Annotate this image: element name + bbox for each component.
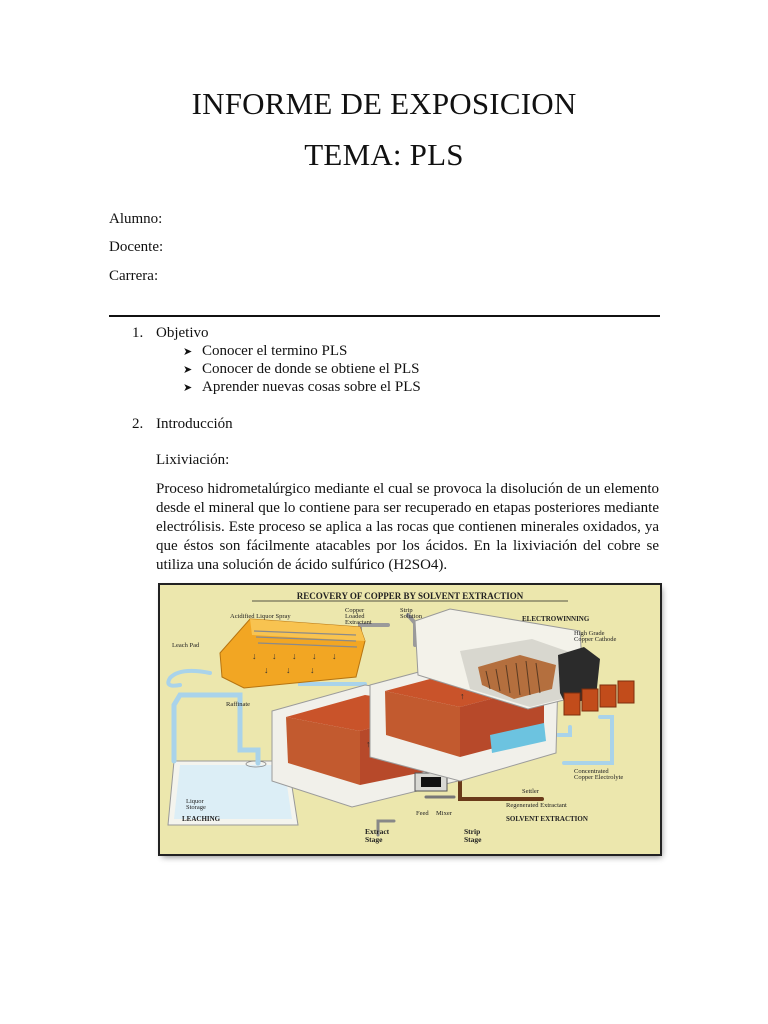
label-regenerated: Regenerated Extractant — [506, 802, 567, 809]
svg-text:↓: ↓ — [332, 651, 337, 661]
svg-text:↓: ↓ — [252, 651, 257, 661]
field-alumno: Alumno: — [109, 211, 163, 227]
label-high-grade: High Grade — [574, 630, 605, 637]
label-electrowinning: ELECTROWINNING — [522, 615, 590, 623]
process-diagram — [160, 585, 660, 854]
svg-text:↓: ↓ — [264, 665, 269, 675]
label-copper-loaded: Loaded — [345, 613, 365, 620]
bullet-text: Aprender nuevas cosas sobre el PLS — [202, 379, 421, 395]
label-leaching: LEACHING — [182, 815, 221, 823]
label-feed: Feed — [416, 810, 429, 817]
figure-copper-solvent-extraction — [160, 585, 660, 854]
field-docente: Docente: — [109, 239, 164, 255]
paragraph-lixiviacion: Proceso hidrometalúrgico mediante el cual se provoca la disolución de un elemento desde el mineral que lo contiene para ser recuperado en etapas posteriores mediante electrólisis. Este proceso se aplica a las rocas que contienen minerales oxidados, ya que éstos son fácilmente atacables por los ácidos. En la lixiviación del cobre se utiliza una solución de ácido sulfúrico (H2SO4). — [156, 481, 659, 573]
label-liquor-storage: Storage — [186, 804, 206, 811]
svg-text:↑: ↑ — [460, 691, 465, 701]
bullet-item — [183, 379, 421, 396]
bullet-item — [183, 343, 347, 360]
section-title-introduccion: Introducción — [156, 416, 233, 432]
label-leach-pad: Leach Pad — [172, 642, 200, 649]
arrow-bullet-icon: ➤ — [183, 382, 193, 394]
label-strip-stage: Stage — [464, 835, 482, 844]
label-settler: Settler — [522, 788, 539, 795]
section-number-1: 1. — [132, 325, 144, 341]
arrow-bullet-icon: ➤ — [183, 346, 193, 358]
label-copper-loaded: Copper — [345, 607, 365, 614]
subheading-lixiviacion: Lixiviación: — [156, 452, 230, 468]
label-strip-stage: Strip — [464, 827, 481, 836]
leach-pad-heap — [220, 619, 365, 688]
label-solvent-extraction: SOLVENT EXTRACTION — [506, 815, 588, 823]
label-strip-solution: Strip — [400, 607, 413, 614]
label-strip-solution: Solution — [400, 613, 423, 620]
svg-text:↓: ↓ — [286, 665, 291, 675]
document-title: INFORME DE EXPOSICION — [191, 86, 577, 121]
arrow-bullet-icon: ➤ — [183, 364, 193, 376]
label-concentrated: Concentrated — [574, 768, 609, 775]
bullet-text: Conocer de donde se obtiene el PLS — [202, 361, 420, 377]
document-topic: TEMA: PLS — [304, 137, 464, 172]
label-acidified-spray: Acidified Liquor Spray — [230, 613, 291, 620]
label-extract-stage: Extract — [365, 827, 390, 836]
field-carrera: Carrera: — [109, 268, 159, 284]
section-title-objetivo: Objetivo — [156, 325, 209, 341]
label-liquor-storage: Liquor — [186, 798, 204, 805]
bullet-item — [183, 361, 419, 378]
svg-text:↓: ↓ — [312, 651, 317, 661]
bullet-text: Conocer el termino PLS — [202, 343, 348, 359]
label-mixer: Mixer — [436, 810, 452, 817]
svg-text:↓: ↓ — [292, 651, 297, 661]
svg-text:↓: ↓ — [272, 651, 277, 661]
section-number-2: 2. — [132, 416, 144, 432]
svg-text:↓: ↓ — [310, 665, 315, 675]
divider-line — [109, 315, 660, 317]
label-high-grade: Copper Cathode — [574, 636, 617, 643]
figure-title: RECOVERY OF COPPER BY SOLVENT EXTRACTION — [296, 591, 524, 601]
label-concentrated: Copper Electrolyte — [574, 774, 624, 781]
label-extract-stage: Stage — [365, 835, 383, 844]
label-copper-loaded: Extractant — [345, 619, 372, 626]
label-raffinate: Raffinate — [226, 701, 251, 708]
svg-text:↑: ↑ — [366, 739, 371, 749]
